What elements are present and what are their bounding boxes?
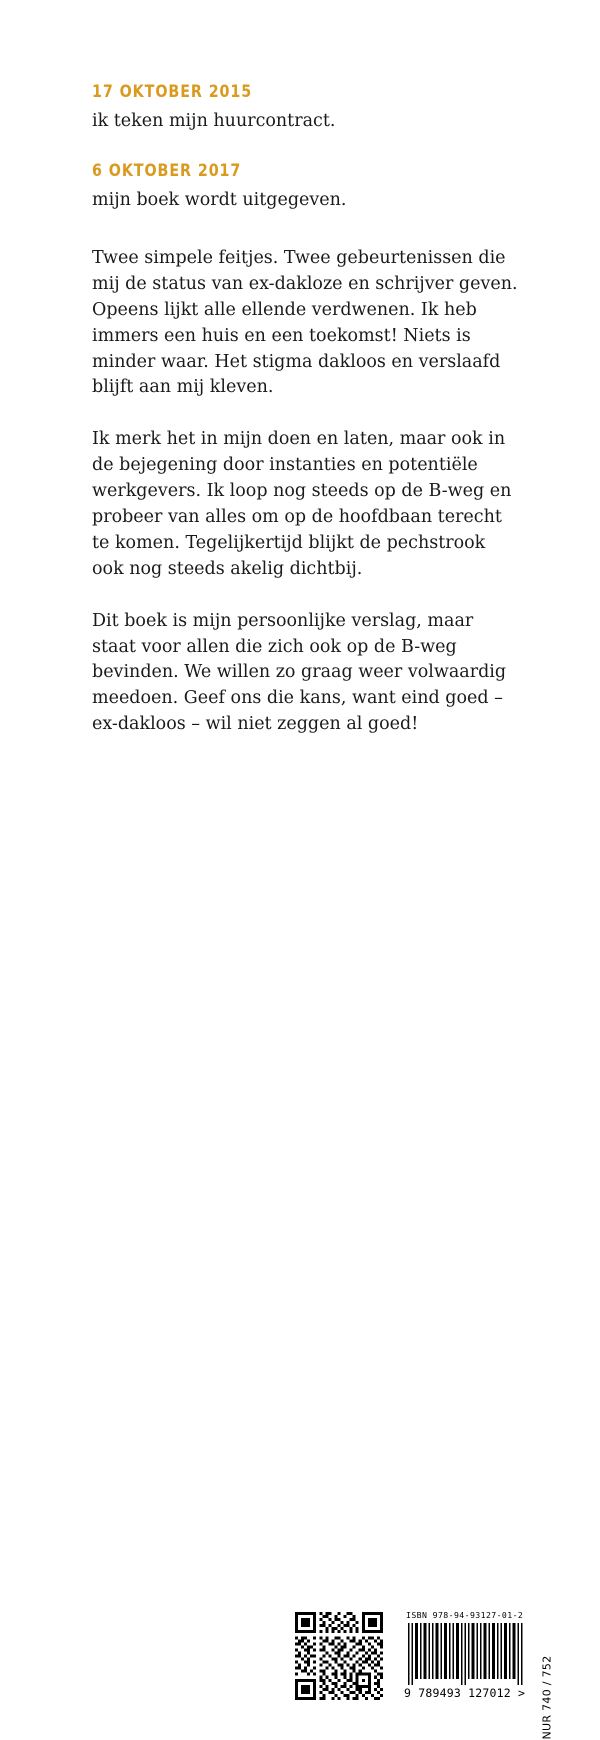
qr-code-icon (295, 1612, 383, 1700)
body-paragraph-1: Twee simpele feitjes. Twee gebeurtenissen die mij de status van ex-dakloze en schrijver geven. Opeens lijkt alle ellende verdwenen. Ik heb immers een huis en een toekomst! Niets is minder waar. Het stigma dakloos en verslaafd blijft aan mij kleven. (92, 247, 518, 398)
nur-code (536, 1612, 558, 1740)
isbn-barcode-block (404, 1610, 530, 1700)
body-paragraph-2: Ik merk het in mijn doen en laten, maar ook in de bejegening door instanties en potentiële werkgevers. Ik loop nog steeds op de B-weg en probeer van alles om op de hoofdbaan terecht te komen. Tegelijkertijd blijkt de pechstrook ook nog steeds akelig dichtbij. (92, 429, 512, 579)
date-line-1: ik teken mijn huurcontract. (92, 110, 336, 131)
spacer (92, 133, 518, 163)
diary-entry-2 (92, 160, 518, 212)
cover-footer-codes (0, 800, 600, 1740)
barcode-digits-text: 9 789493 127012 > (404, 1686, 526, 1700)
date-heading-1: 17 OKTOBER 2015 (92, 82, 253, 102)
date-heading-2: 6 OKTOBER 2017 (92, 160, 242, 181)
cover-text-content (92, 84, 518, 738)
diary-entry-1 (92, 84, 518, 133)
nur-code-text: NUR 740 / 752 (540, 1655, 554, 1740)
ean13-barcode-icon (404, 1623, 528, 1685)
isbn-number-text: ISBN 978-94-93127-01-2 (406, 1610, 524, 1620)
date-line-2: mijn boek wordt uitgegeven. (92, 189, 347, 210)
body-paragraph-3: Dit boek is mijn persoonlijke verslag, maar staat voor allen die zich ook op de B-weg bevinden. We willen zo graag weer volwaardig meedoen. Geef ons die kans, want eind goed – ex-dakloos – wil niet zeggen al goed! (92, 610, 507, 735)
spacer (92, 212, 518, 246)
